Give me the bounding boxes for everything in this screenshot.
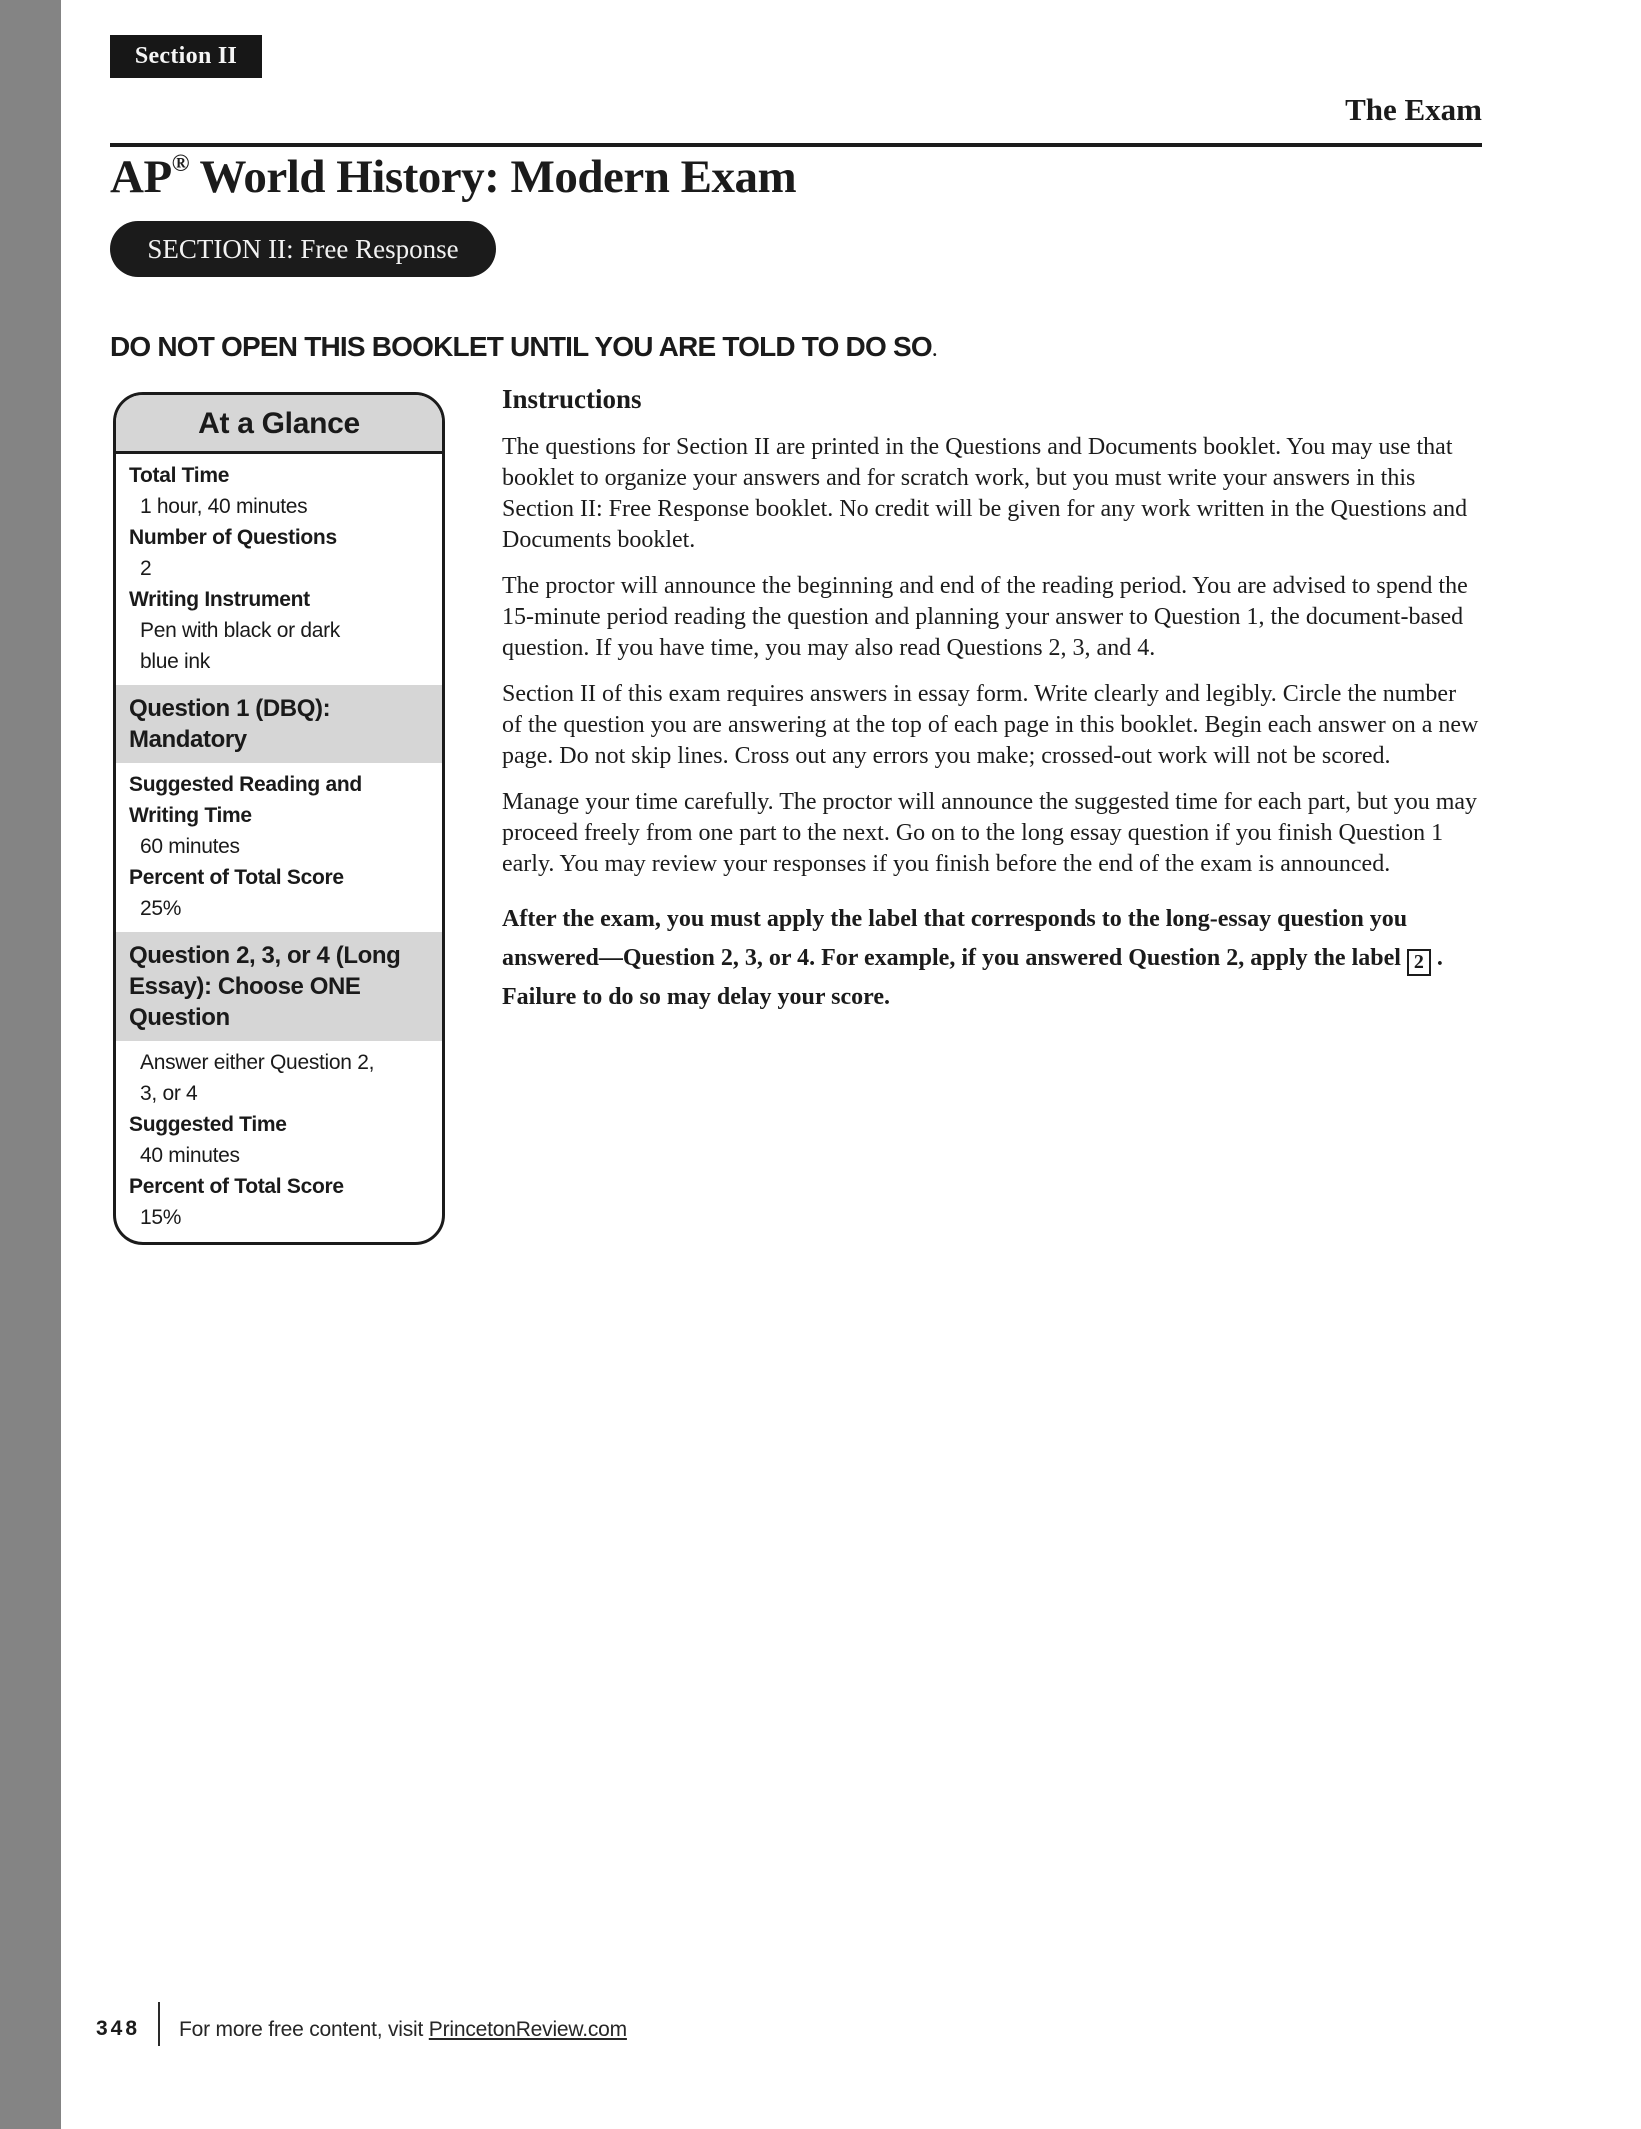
page-title-rest: World History: Modern Exam [189,151,797,203]
warning-text [110,331,938,363]
warning-text-period: . [931,336,938,362]
section-pill-label: SECTION II: Free Response [147,233,459,264]
q1-reading-label: Suggested Reading and Writing Time [129,773,362,827]
num-questions-label: Number of Questions [129,526,337,549]
bold-paragraph-before: After the exam, you must apply the label that corresponds to the long-essay question you answered—Question 2, 3, or 4. For example, if you answered Question 2, apply the label [502,906,1408,971]
instruction-paragraph-1: The questions for Section II are printed in the Questions and Documents booklet. You may use that booklet to organize your answers and for scratch work, but you must write your answers in this Section II: Free Response booklet. No credit will be given for any work written in the Questions and Documents booklet. [502,434,1468,553]
registered-mark: ® [171,151,190,178]
footer-divider [158,2002,160,2046]
at-a-glance-box [113,392,445,1245]
running-head: The Exam [1345,92,1482,127]
warning-text-body: DO NOT OPEN THIS BOOKLET UNTIL YOU ARE TOLD TO DO SO [110,331,932,362]
q234-percent-label: Percent of Total Score [129,1175,344,1198]
total-time-value: 1 hour, 40 minutes [140,495,308,518]
glance-general-section [116,454,442,685]
at-a-glance-header: At a Glance [116,395,442,454]
q234-time-label: Suggested Time [129,1113,287,1136]
page-number: 348 [96,2017,141,2040]
instructions-column [502,384,1482,1032]
question234-section [116,1041,442,1241]
writing-instrument-label: Writing Instrument [129,588,310,611]
page-title-prefix: AP [110,151,172,203]
title-rule [110,143,1482,147]
question1-section [116,763,442,932]
writing-instrument-value: Pen with black or dark blue ink [140,619,340,673]
left-margin-bar [0,0,61,2129]
section-pill [110,221,496,277]
q1-percent-value: 25% [140,897,182,920]
footer-text [179,2018,627,2042]
question1-band: Question 1 (DBQ): Mandatory [116,685,442,763]
instruction-paragraph-4: Manage your time carefully. The proctor will announce the suggested time for each part, but you may proceed freely from one part to the next. Go on to the long essay question if you finish Question 1 early. You may review your responses if you finish before the end of the exam is announced. [502,789,1478,877]
q234-note: Answer either Question 2, 3, or 4 [140,1051,375,1105]
section-tab-label: Section II [134,43,238,69]
q234-time-value: 40 minutes [140,1144,240,1167]
q234-percent-value: 15% [140,1206,182,1229]
instruction-paragraph-3: Section II of this exam requires answers in essay form. Write clearly and legibly. Circle the number of the question you are answering at the top of each page in this booklet. Begin each answer on a new page. Do not skip lines. Cross out any errors you make; crossed-out work will not be scored. [502,681,1479,769]
instruction-paragraph-2: The proctor will announce the beginning and end of the reading period. You are advised to spend the 15-minute period reading the question and planning your answer to Question 1, the document-based question. If you have time, you may also read Questions 2, 3, and 4. [502,573,1468,661]
instructions-heading: Instructions [502,384,642,414]
bold-instruction-paragraph [502,900,1482,1017]
bold-paragraph-after: . Failure to do so may delay your score. [502,945,1443,1010]
q1-percent-label: Percent of Total Score [129,866,344,889]
question234-band: Question 2, 3, or 4 (Long Essay): Choose ONE Question [116,932,442,1041]
section-tab [110,35,262,78]
page-title [110,150,796,204]
num-questions-value: 2 [140,557,152,580]
q1-reading-value: 60 minutes [140,835,240,858]
total-time-label: Total Time [129,464,230,487]
princeton-review-link[interactable]: PrincetonReview.com [428,2018,627,2041]
question-label-box: 2 [1407,949,1431,976]
footer-text-body: For more free content, visit [179,2018,429,2041]
